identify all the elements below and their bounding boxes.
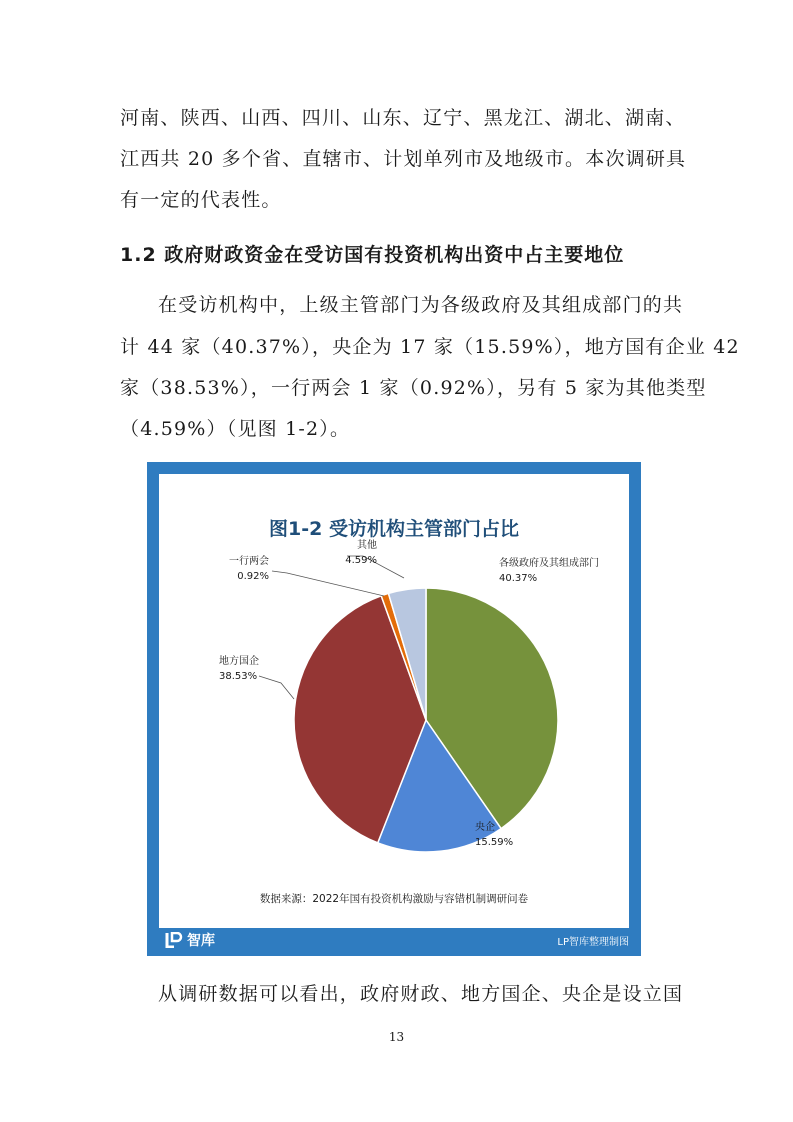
slice-value-label: 15.59%	[475, 837, 514, 848]
section-heading: 1.2 政府财政资金在受访国有投资机构出资中占主要地位	[120, 244, 625, 266]
slice-name-label: 央企	[475, 822, 495, 833]
body-text-line: 江西共 20 多个省、直辖市、计划单列市及地级市。本次调研具	[120, 148, 687, 170]
slice-value-label: 0.92%	[237, 571, 269, 582]
lp-logo-icon	[165, 932, 183, 948]
slice-name-label: 地方国企	[219, 656, 259, 667]
slice-value-label: 38.53%	[219, 671, 258, 682]
figure-source: 数据来源：2022年国有投资机构激励与容错机制调研问卷	[259, 893, 529, 905]
body-text-line: 从调研数据可以看出，政府财政、地方国企、央企是设立国	[158, 983, 684, 1005]
leader-line	[272, 571, 384, 596]
page-number: 13	[388, 1030, 405, 1044]
pie-chart	[159, 474, 629, 928]
slice-value-label: 4.59%	[345, 555, 377, 566]
figure-logo	[165, 930, 215, 950]
body-text-line: （4.59%）（见图 1-2）。	[120, 418, 351, 440]
leader-line	[259, 676, 294, 699]
body-text-line: 有一定的代表性。	[120, 189, 282, 211]
slice-name-label: 一行两会	[229, 556, 269, 567]
body-text-line: 家（38.53%），一行两会 1 家（0.92%），另有 5 家为其他类型	[120, 377, 707, 399]
figure-credit: LP智库整理制图	[557, 937, 629, 948]
figure-title: 图1-2 受访机构主管部门占比	[269, 518, 519, 540]
slice-name-label: 各级政府及其组成部门	[499, 558, 599, 569]
body-text-line: 河南、陕西、山西、四川、山东、辽宁、黑龙江、湖北、湖南、	[120, 107, 686, 129]
logo-text: 智库	[187, 933, 215, 949]
slice-name-label: 其他	[357, 540, 377, 551]
body-text-line: 在受访机构中，上级主管部门为各级政府及其组成部门的共	[158, 294, 684, 316]
figure-panel	[159, 474, 629, 928]
body-text-line: 计 44 家（40.37%），央企为 17 家（15.59%），地方国有企业 42	[120, 336, 740, 358]
slice-value-label: 40.37%	[499, 573, 538, 584]
figure-frame	[147, 462, 641, 956]
